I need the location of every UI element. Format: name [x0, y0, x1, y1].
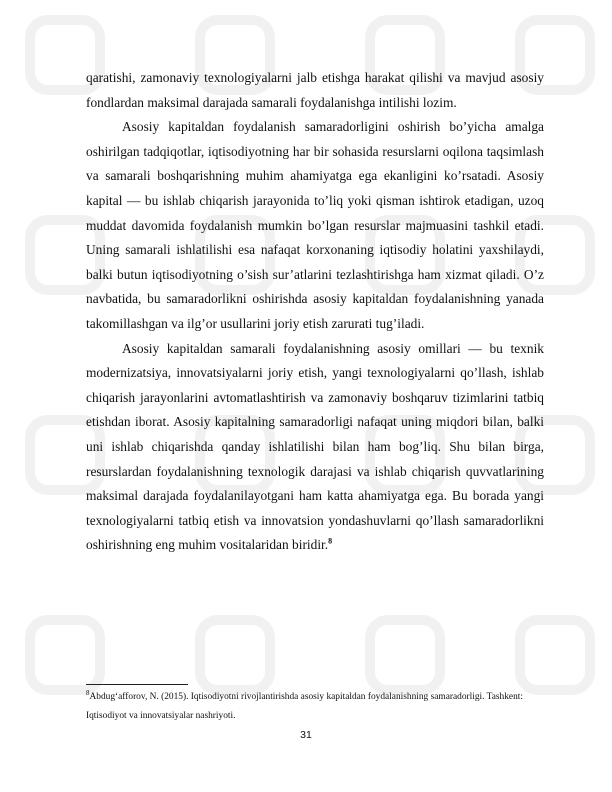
- paragraph-research: Asosiy kapitaldan foydalanish samaradorligini oshirish bo’yicha amalga oshirilgan tadqiqotlar, iqtisodiyotning har bir sohasida resurslarni oqilona taqsimlash va samarali boshqarishning muhim ahamiyatga ega ekanligini ko’rsatadi. Asosiy kapital — bu ishlab chiqarish jarayonida to’liq yoki qisman ishtirok etadigan, uzoq muddat davomida foydalanish mumkin bo’lgan resurslar majmuasini tashkil etadi. Uning samarali ishlatilishi esa nafaqat korxonaning iqtisodiy holatini yaxshilaydi, balki butun iqtisodiyotning o’sish sur’atlarini tezlashtirishga ham xizmat qiladi. O’z navbatida, bu samaradorlikni oshirishda asosiy kapitaldan foydalanishning yanada takomillashgan va ilg’or usullarini joriy etish zarurati tug’iladi.: [86, 119, 544, 331]
- footnote-text: Abdug‘afforov, N. (2015). Iqtisodiyotni rivojlantirishda asosiy kapitaldan foydalanishning samaradorligi. Tashkent: Iqtisodiyot va innovatsiyalar nashriyoti.: [86, 692, 523, 721]
- footnote-separator: [86, 684, 188, 685]
- paragraph-factors: [86, 337, 544, 558]
- paragraph-factors-text: Asosiy kapitaldan samarali foydalanishning asosiy omillari — bu texnik modernizatsiya, innovatsiyalarni joriy etish, yangi texnologiyalarni qo’llash, ishlab chiqarish jarayonlarini avtomatlashtirish va zamonaviy boshqaruv tizimlarini tatbiq etishdan iborat. Asosiy kapitalning samaradorligi nafaqat uning miqdori bilan, balki uni ishlab chiqarishda qanday ishlatilishi bilan ham bog’liq. Shu bilan birga, resurslardan foydalanishning texnologik darajasi va ishlab chiqarish quvvatlarining maksimal darajada foydalanilayotgani ham katta ahamiyatga ega. Bu borada yangi texnologiyalarni tatbiq etish va innovatsion yondashuvlarni qo’llash samaradorlikni oshirishning eng muhim vositalaridan biridir.: [86, 340, 544, 553]
- paragraph-continuation: qaratishi, zamonaviy texnologiyalarni jalb etishga harakat qilishi va mavjud asosiy fondlardan maksimal darajada samarali foydalanishga intilishi lozim.: [86, 70, 544, 110]
- page-number: 31: [300, 729, 312, 741]
- footnote-number: 8: [86, 688, 90, 697]
- footnote: [86, 688, 546, 725]
- document-body: [86, 66, 544, 558]
- footnote-reference[interactable]: 8: [328, 536, 333, 546]
